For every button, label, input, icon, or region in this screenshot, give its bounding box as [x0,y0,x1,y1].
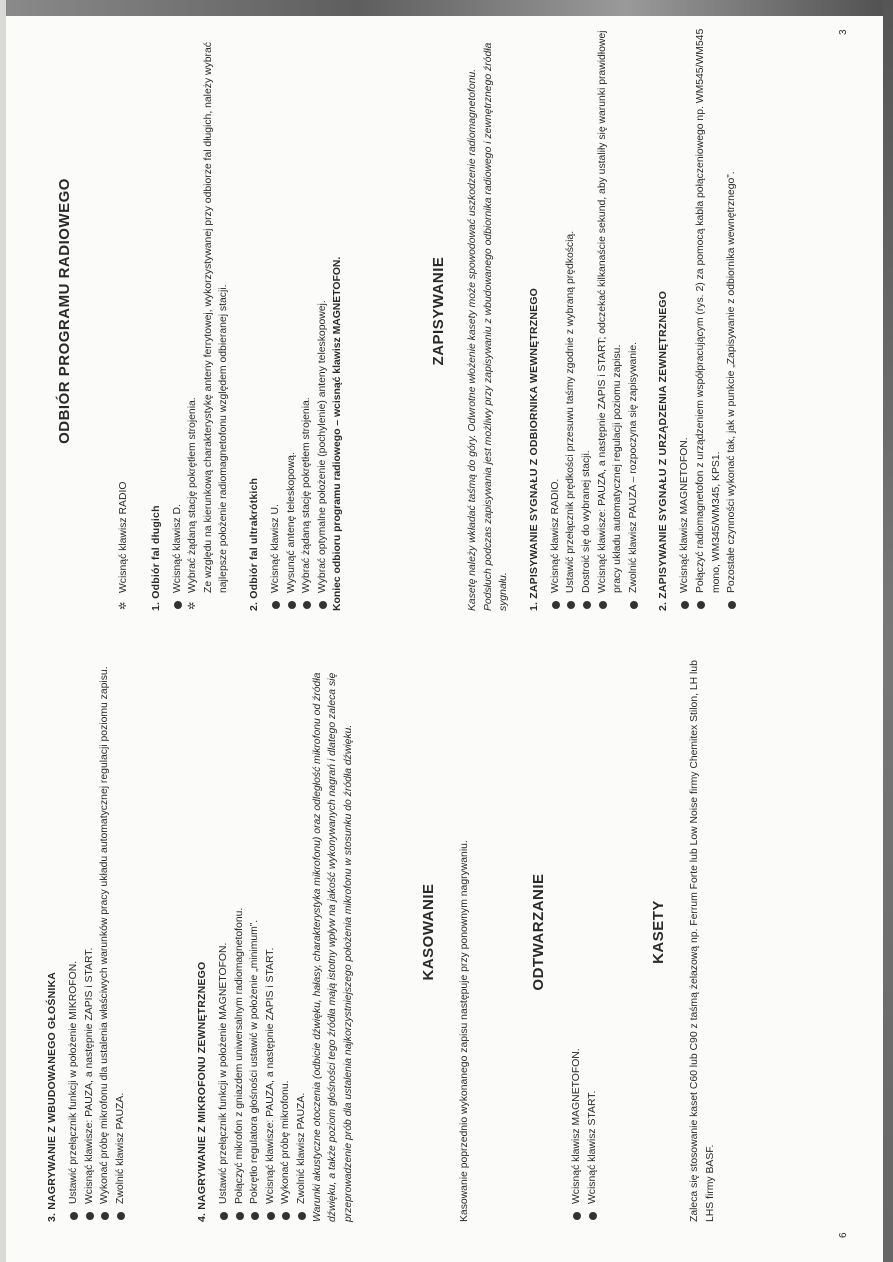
radio-block [116,11,346,611]
list-item: Ustawić przełącznik funkcji w położenie MAGNETOFON. [216,642,232,1222]
zapisywanie-section [430,11,740,611]
zapis-zewn-list [677,11,739,611]
fale-ukf-end: Koniec odbioru programu radiowego – wcisnąć klawisz MAGNETOFON. [332,256,344,611]
zapisywanie-note-1: Kasetę należy wkładać taśmą do góry. Odwrotne włożenie kasety może spowodować uszkodzenie radiomagnetofonu. [467,68,478,611]
zapisywanie-note-2: Podsłuch podczas zapisywania jest możliwy przy zapisywaniu z wbudowanego odbiornika radiowego i zewnętrznego źródła sygnału. [482,42,510,611]
list-item: Wcisnąć klawisz MAGNETOFON. [677,11,693,611]
section-4-heading: 4. NAGRYWANIE Z MIKROFONU ZEWNĘTRZNEGO [196,961,208,1222]
kasety-heading: KASETY [650,900,667,964]
list-item: Połączyć mikrofon z gniazdem uniwersalnym radiomagnetofonu. [232,642,248,1222]
list-item: ✲ Wcisnąć klawisz RADIO [118,481,129,610]
list-item: Połączyć radiomagnetofon z urządzeniem współpracującym (rys. 2) za pomocą kabla połączeniowego np. WM545/WM545 mono, WM345/WM345, KPS1. [693,11,724,611]
kasowanie-heading: KASOWANIE [420,883,437,981]
radio-title-block [56,11,73,611]
section-3-list [66,662,128,1222]
radio-title: ODBIÓR PROGRAMU RADIOWEGO [56,178,73,444]
radio-list [116,11,132,611]
fale-ukf-list [268,11,330,611]
list-item: Dostroić się do wybranej stacji. [579,11,595,611]
section-3 [46,662,128,1222]
list-item: Wybrać optymalne położenie (pochylenie) anteny teleskopowej. [315,11,331,611]
list-item: Wcisnąć klawisze: PAUZA, a następnie ZAPIS i START; odczekać kilkanaście sekund, aby ustaliły się warunki prawidłowej pracy układu automatycznej regulacji poziomu zapisu. [595,11,626,611]
list-item: Wcisnąć klawisz D. [170,11,186,611]
zapis-zewn-heading: 2. ZAPISYWANIE SYGNAŁU Z URZĄDZENIA ZEWNĘTRZNEGO [657,290,670,611]
list-item: Wysunąć antenę teleskopową. [284,11,300,611]
list-item: ✲ Wybrać żądaną stację pokrętłem strojenia. [187,397,199,610]
odtwarzanie-heading: ODTWARZANIE [530,873,547,991]
kasety-section [650,642,718,1222]
section-4-note: Warunki akustyczne otoczenia (odbicie dźwięku, hałasy, charakterystyka mikrofonu) oraz odległość mikrofonu od źródła dźwięku, a także poziom głośności tego źródła mają istotny wpływ na jakość wykonywanych nagrań i dlatego zaleca się przeprowadzenie prób dla ustalenia najkorzystniejszego położenia mikrofonu w stosunku do źródła dźwięku. [311,672,354,1222]
list-item: Zwolnić klawisz PAUZA. [113,662,129,1222]
list-item: Wcisnąć klawisz START. [585,642,601,1222]
list-item: Zwolnić klawisz PAUZA. [294,642,310,1222]
odtwarzanie-list [569,642,600,1222]
list-item: Ustawić przełącznik prędkości przesuwu taśmy zgodnie z wybraną prędkością. [563,11,579,611]
zapis-wewn-heading: 1. ZAPISYWANIE SYGNAŁU Z ODBIORNIKA WEWNĘTRZNEGO [527,287,540,611]
fale-dlugie-note: Ze względu na kierunkową charakterystykę anteny ferrytowej, wykorzystywanej przy odbiorze fal długich, należy wybrać najlepsze położenie radiomagnetofonu względem odbieranej stacji. [202,42,230,593]
page-number-right: 3 [838,29,849,35]
zapisywanie-heading: ZAPISYWANIE [430,256,447,366]
list-item: Wykonać próbę mikrofonu dla ustalenia właściwych warunków pracy układu automatycznej regulacji poziomu zapisu. [97,662,113,1222]
page-number-left: 6 [838,1232,849,1238]
list-item: Pozostałe czynności wykonać tak, jak w punkcie „Zapisywanie z odbiornika wewnętrznego”. [724,11,740,611]
list-item: Wykonać próbę mikrofonu. [278,642,294,1222]
kasety-text: Zaleca się stosowanie kaset C60 lub C90 z taśmą żelazową np. Ferrum Forte lub Low Noise firmy Chemitex Stilon, LH lub LHS firmy BASF. [689,660,716,1222]
list-item: Wcisnąć klawisze: PAUZA, a następnie ZAPIS i START. [82,662,98,1222]
kasowanie-text: Kasowanie poprzednio wykonanego zapisu następuje przy ponownym nagrywaniu. [459,840,470,1222]
kasowanie-section [420,642,473,1222]
list-item: Wcisnąć klawisz U. [268,11,284,611]
list-item: Wcisnąć klawisze: PAUZA, a następnie ZAPIS i START. [263,642,279,1222]
list-item: Wcisnąć klawisz RADIO. [548,11,564,611]
list-item: Pokrętło regulatora głośności ustawić w położenie „minimum”. [247,642,263,1222]
list-item: Wcisnąć klawisz MAGNETOFON. [569,642,585,1222]
list-item: Wybrać żądaną stację pokrętłem strojenia. [299,11,315,611]
left-page [0,631,893,1262]
zapis-wewn-list [548,11,642,611]
section-4 [196,642,356,1222]
section-4-list [216,642,310,1222]
section-3-heading: 3. NAGRYWANIE Z WBUDOWANEGO GŁOŚNIKA [46,971,58,1222]
fale-dlugie-list [170,11,201,611]
list-item: Ustawić przełącznik funkcji w położenie MIKROFON. [66,662,82,1222]
fale-ukf-heading: 2. Odbiór fal ultrakrótkich [247,477,260,611]
fale-dlugie-heading: 1. Odbiór fal długich [149,505,162,611]
odtwarzanie-section [530,642,600,1222]
list-item: Zwolnić klawisz PAUZA – rozpoczyna się zapisywanie. [626,11,642,611]
